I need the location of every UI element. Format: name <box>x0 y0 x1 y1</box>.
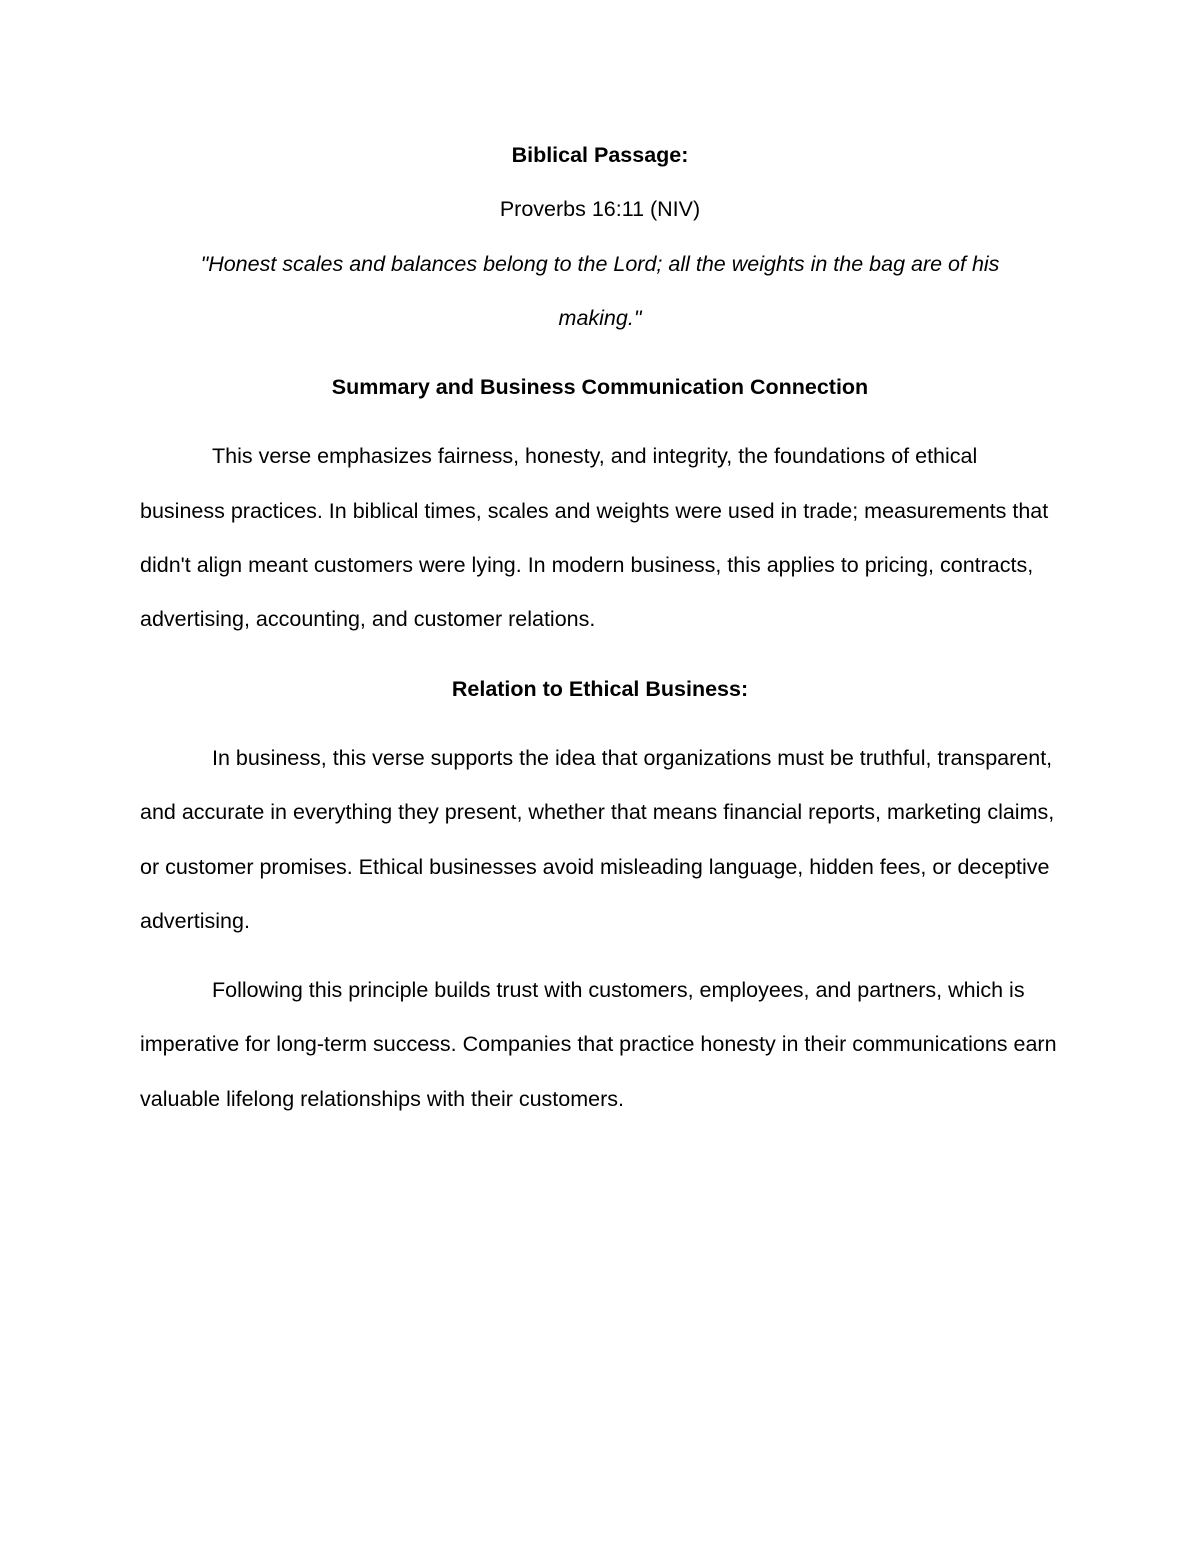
heading-biblical-passage: Biblical Passage: <box>511 143 689 167</box>
heading-summary: Summary and Business Communication Connection <box>331 375 869 400</box>
verse-quote: "Honest scales and balances belong to the Lord; all the weights in the bag are of his making." <box>200 251 1000 330</box>
verse-reference: Proverbs 16:11 (NIV) <box>499 197 701 222</box>
relation-paragraph-2: Following this principle builds trust with customers, employees, and partners, which is imperative for long-term success. Companies that practice honesty in their communications earn valuable lifelong relationships with their customers. <box>140 978 1057 1111</box>
heading-relation: Relation to Ethical Business: <box>451 676 749 701</box>
document-body <box>140 128 1060 1126</box>
relation-paragraph-1: In business, this verse supports the idea that organizations must be truthful, transparent, and accurate in everything they present, whether that means financial reports, marketing claims, or customer promises. Ethical businesses avoid misleading language, hidden fees, or deceptive advertising. <box>140 745 1055 933</box>
summary-paragraph: This verse emphasizes fairness, honesty, and integrity, the foundations of ethical business practices. In biblical times, scales and weights were used in trade; measurements that didn't align meant customers were lying. In modern business, this applies to pricing, contracts, advertising, accounting, and customer relations. <box>140 444 1049 632</box>
